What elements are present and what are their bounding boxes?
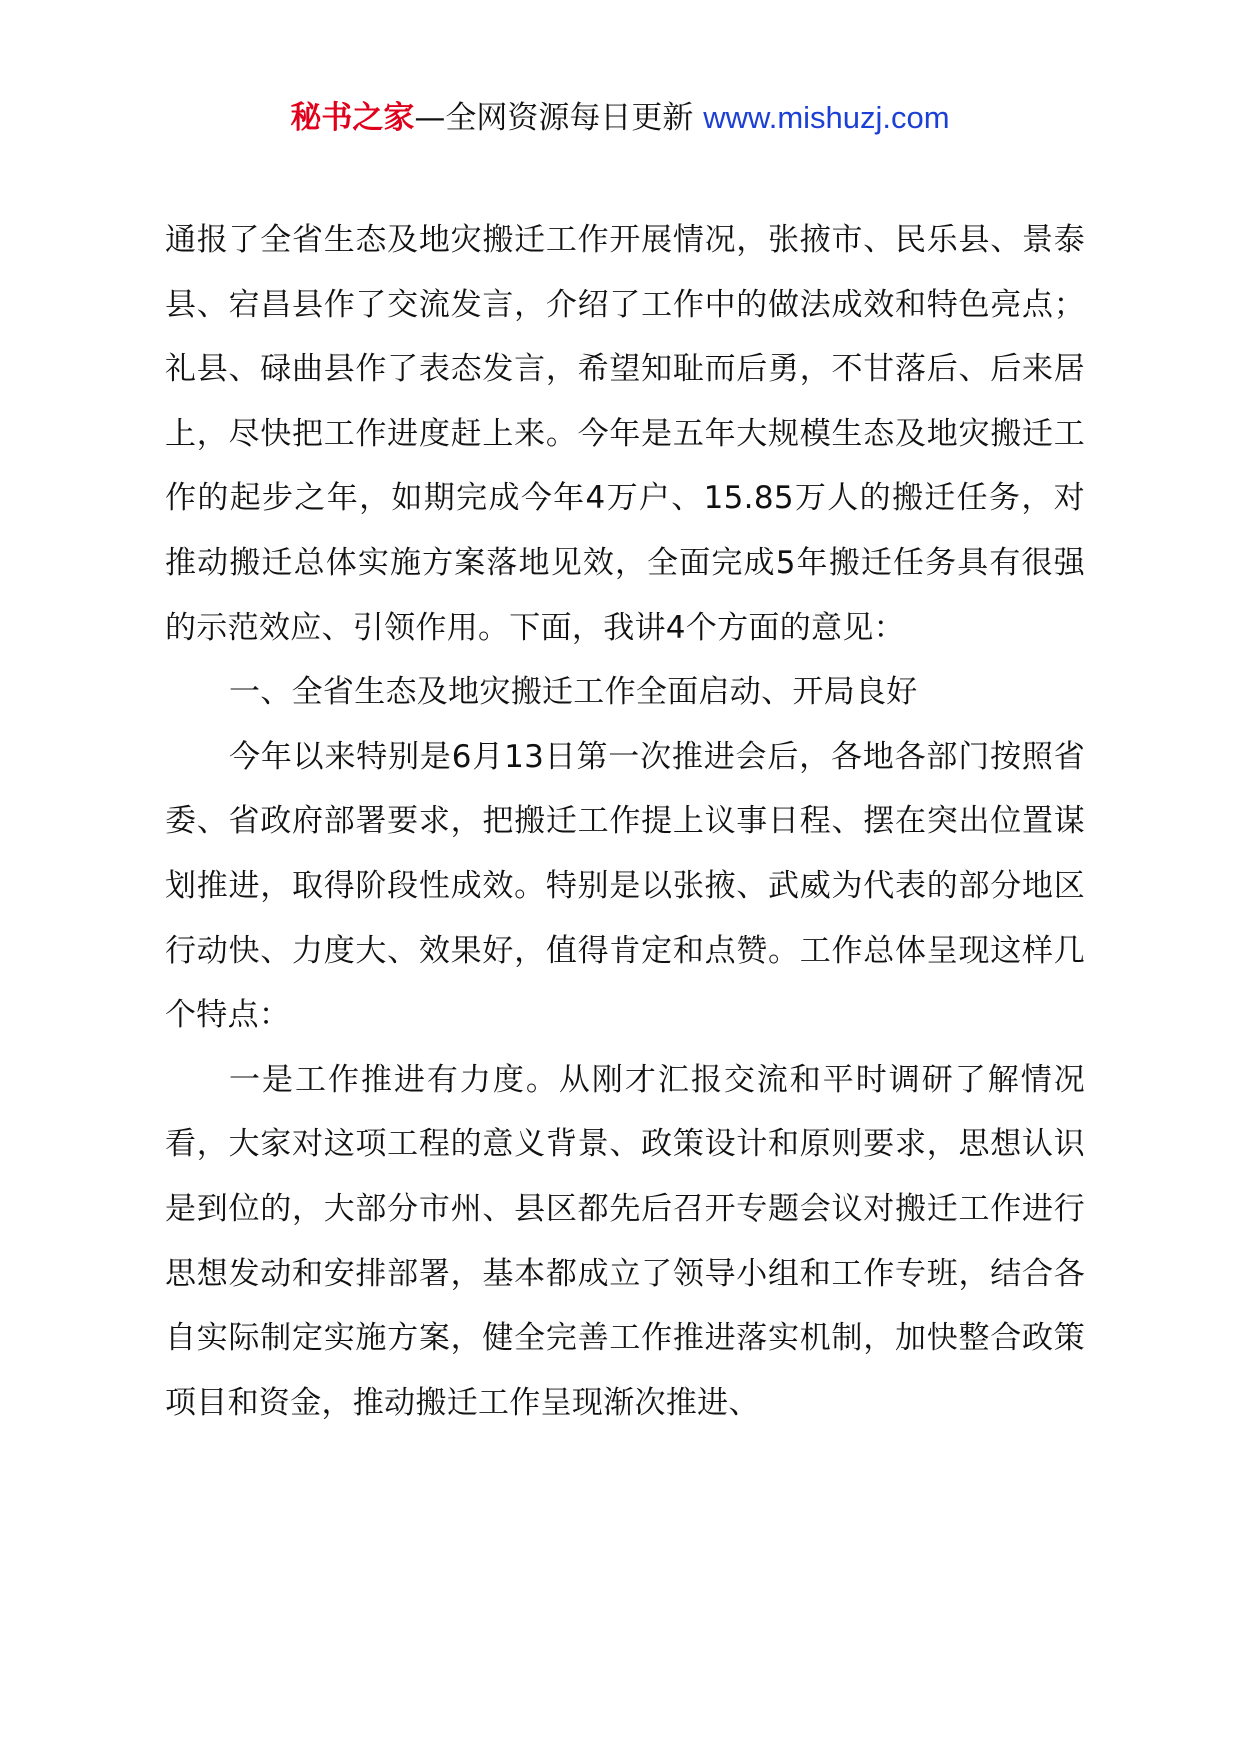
section-heading-1: 一、全省生态及地灾搬迁工作全面启动、开局良好 — [229, 674, 918, 711]
site-url: www.mishuzj.com — [703, 100, 950, 135]
document-body — [165, 208, 1085, 1435]
site-watermark-header — [0, 98, 1240, 138]
site-tagline: —全网资源每日更新 — [414, 100, 704, 136]
body-paragraph-intro: 通报了全省生态及地灾搬迁工作开展情况，张掖市、民乐县、景泰县、宕昌县作了交流发言，介绍了工作中的做法成效和特色亮点；礼县、碌曲县作了表态发言，希望知耻而后勇，不甘落后、后来居上，尽快把工作进度赶上来。今年是五年大规模生态及地灾搬迁工作的起步之年，如期完成今年4万户、15.85万人的搬迁任务，对推动搬迁总体实施方案落地见效，全面完成5年搬迁任务具有很强的示范效应、引领作用。下面，我讲4个方面的意见： — [165, 222, 1085, 646]
site-brand-name: 秘书之家 — [290, 100, 415, 136]
body-paragraph-point-1: 一是工作推进有力度。从刚才汇报交流和平时调研了解情况看，大家对这项工程的意义背景、政策设计和原则要求，思想认识是到位的，大部分市州、县区都先后召开专题会议对搬迁工作进行思想发动和安排部署，基本都成立了领导小组和工作专班，结合各自实际制定实施方案，健全完善工作推进落实机制，加快整合政策项目和资金，推动搬迁工作呈现渐次推进、 — [165, 1061, 1085, 1421]
body-paragraph-overview: 今年以来特别是6月13日第一次推进会后，各地各部门按照省委、省政府部署要求，把搬迁工作提上议事日程、摆在突出位置谋划推进，取得阶段性成效。特别是以张掖、武威为代表的部分地区行动快、力度大、效果好，值得肯定和点赞。工作总体呈现这样几个特点： — [165, 738, 1085, 1034]
